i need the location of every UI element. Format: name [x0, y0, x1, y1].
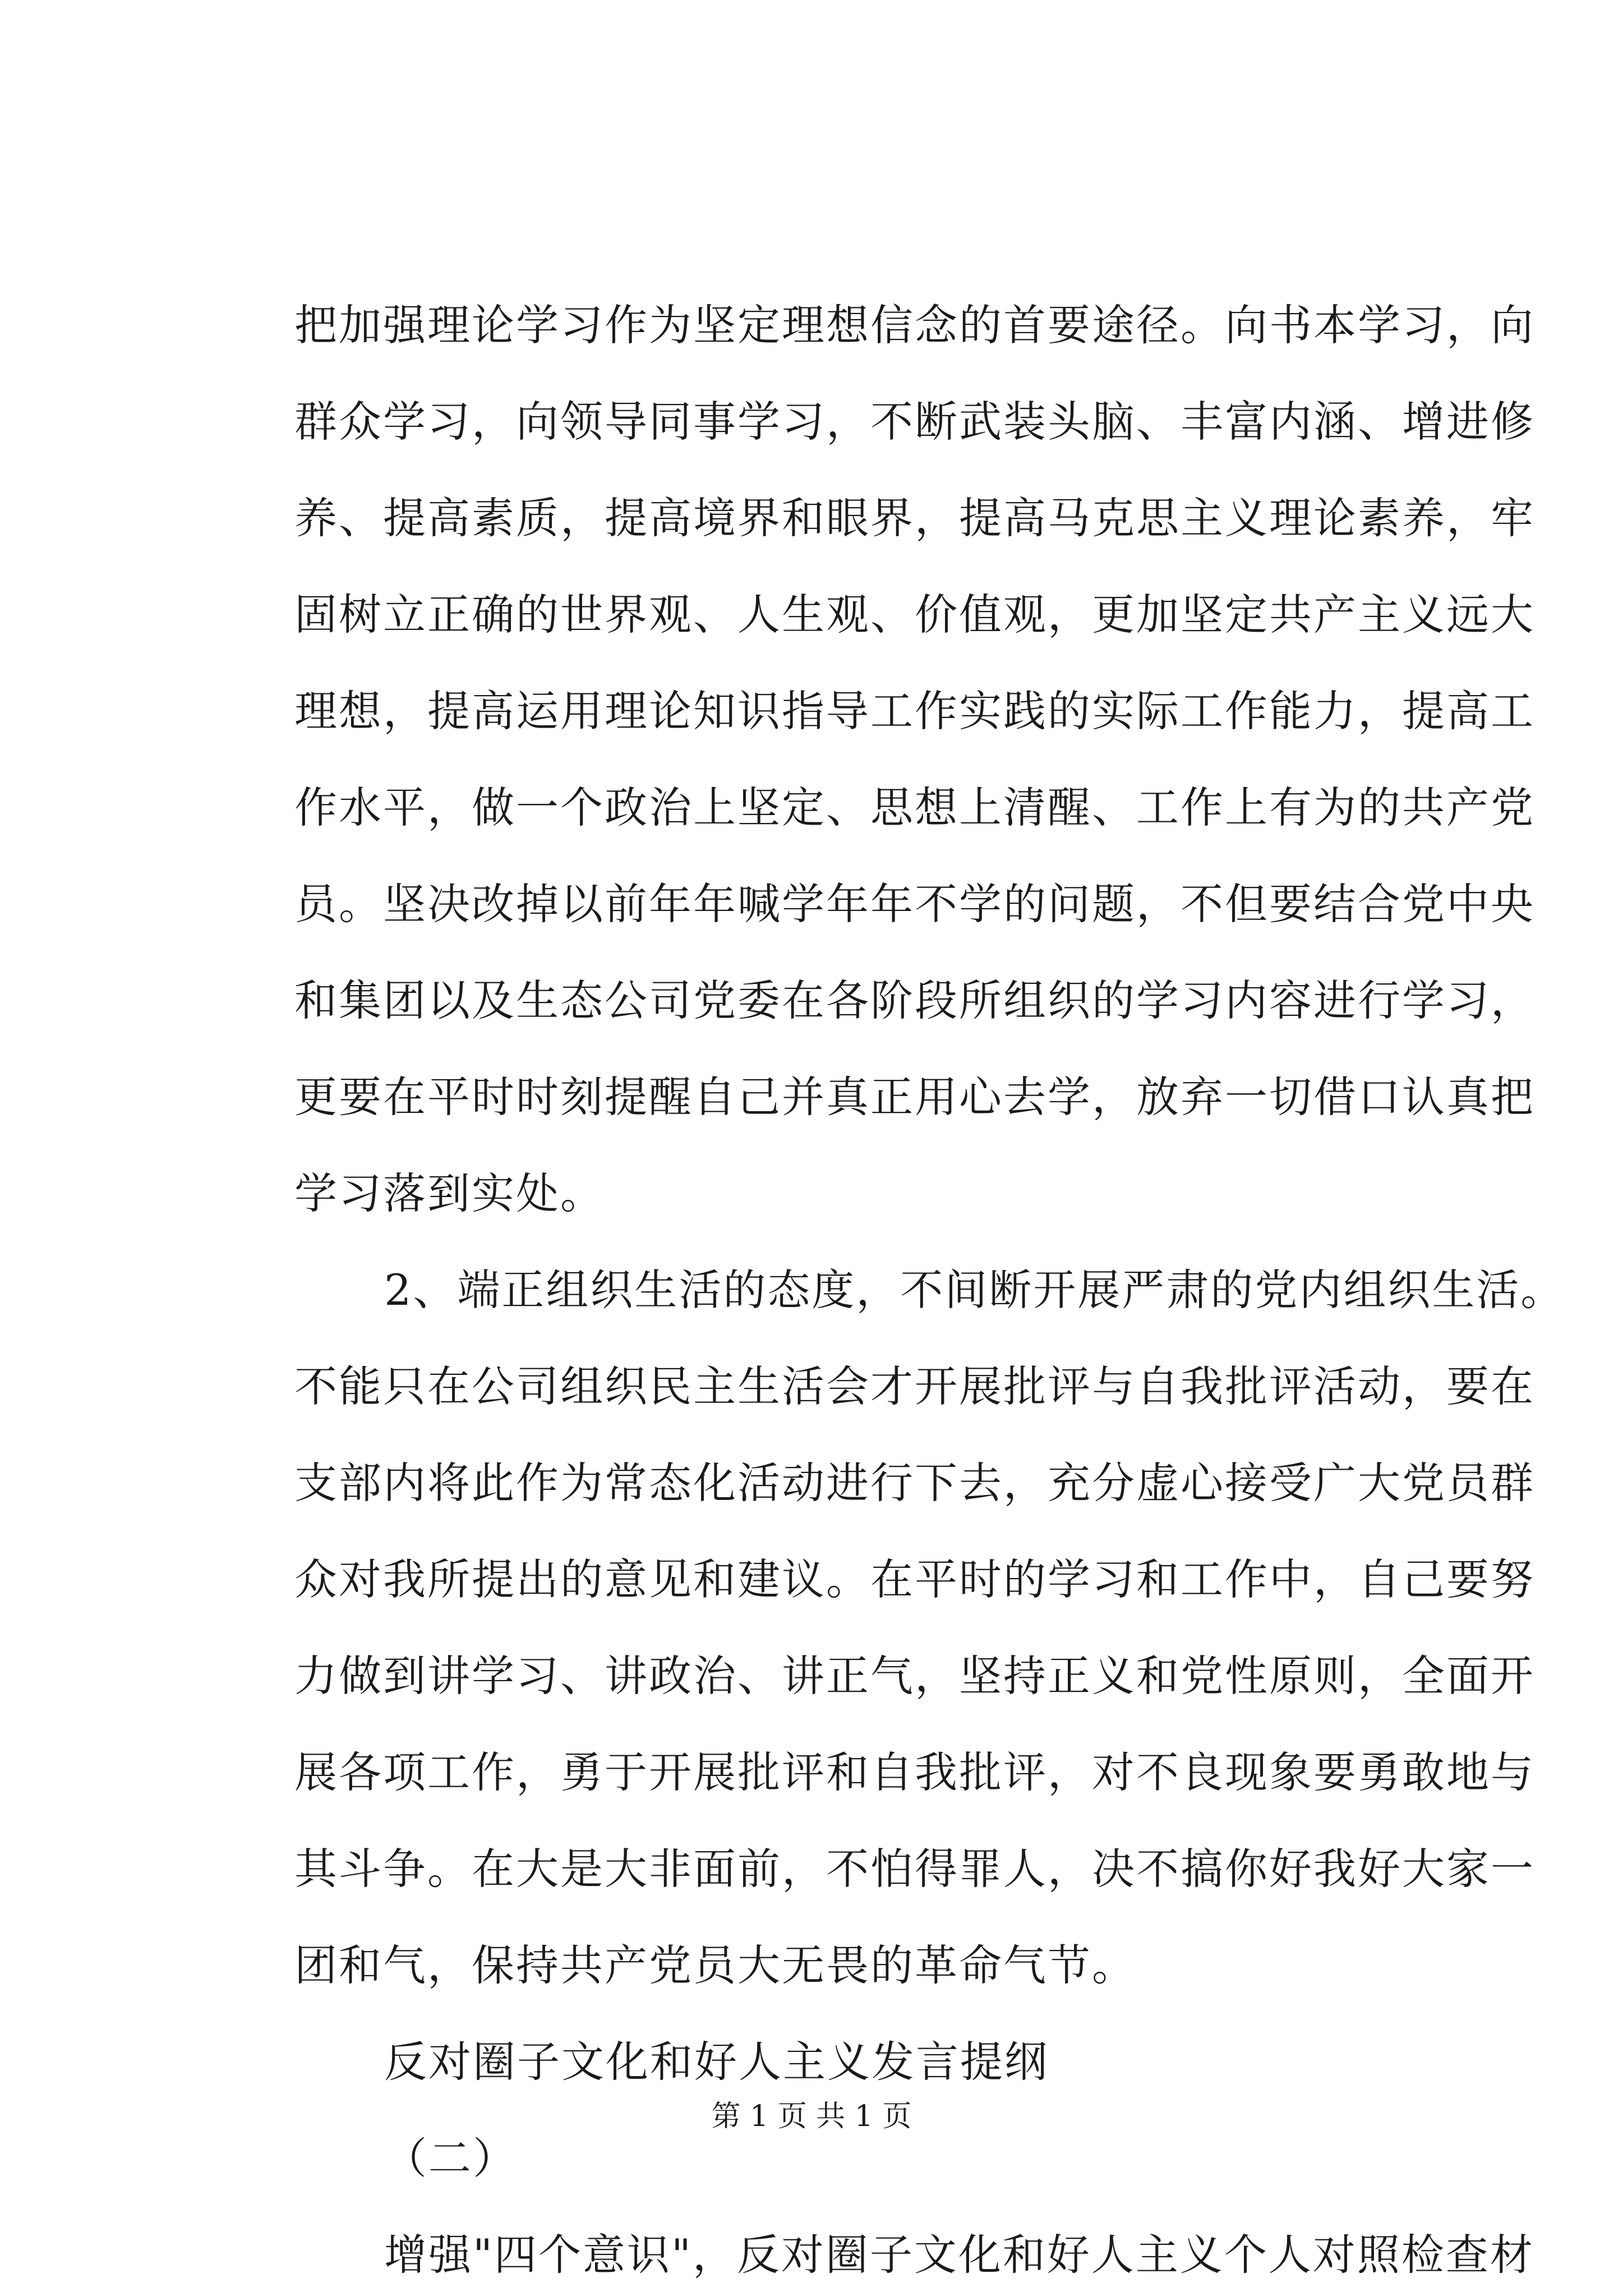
- section-number: （二）: [384, 2133, 517, 2183]
- paragraph-line: 众对我所提出的意见和建议。在平时的学习和工作中，自己要努: [294, 1554, 1535, 1604]
- paragraph-line: 团和气，保持共产党员大无畏的革命气节。: [294, 1940, 1136, 1990]
- section-heading: 反对圈子文化和好人主义发言提纲: [384, 2037, 1049, 2087]
- paragraph-line: 理想，提高运用理论知识指导工作实践的实际工作能力，提高工: [294, 686, 1535, 736]
- paragraph-line: 展各项工作，勇于开展批评和自我批评，对不良现象要勇敢地与: [294, 1747, 1535, 1797]
- paragraph-line: 学习落到实处。: [294, 1168, 605, 1218]
- paragraph-line: 作水平，做一个政治上坚定、思想上清醒、工作上有为的共产党: [294, 783, 1535, 832]
- paragraph-line: 员。坚决改掉以前年年喊学年年不学的问题，不但要结合党中央: [294, 879, 1535, 929]
- paragraph-line: 和集团以及生态公司党委在各阶段所组织的学习内容进行学习，: [294, 976, 1535, 1025]
- paragraph-line: 力做到讲学习、讲政治、讲正气，坚持正义和党性原则，全面开: [294, 1651, 1535, 1701]
- page-footer: 第 1 页 共 1 页: [711, 2100, 912, 2133]
- paragraph-line: 增强"四个意识"，反对圈子文化和好人主义个人对照检查材: [384, 2230, 1534, 2280]
- paragraph-line: 不能只在公司组织民主生活会才开展批评与自我批评活动，要在: [294, 1361, 1535, 1411]
- paragraph-line: 把加强理论学习作为坚定理想信念的首要途径。向书本学习，向: [294, 300, 1535, 350]
- paragraph-line: 群众学习，向领导同事学习，不断武装头脑、丰富内涵、增进修: [294, 397, 1535, 447]
- paragraph-line: 更要在平时时刻提醒自己并真正用心去学，放弃一切借口认真把: [294, 1072, 1535, 1122]
- paragraph-line: 养、提高素质，提高境界和眼界，提高马克思主义理论素养，牢: [294, 493, 1535, 543]
- paragraph-line: 固树立正确的世界观、人生观、价值观，更加坚定共产主义远大: [294, 590, 1535, 639]
- paragraph-line: 其斗争。在大是大非面前，不怕得罪人，决不搞你好我好大家一: [294, 1844, 1535, 1894]
- paragraph-line: 支部内将此作为常态化活动进行下去，充分虚心接受广大党员群: [294, 1458, 1535, 1508]
- paragraph-line: 2、端正组织生活的态度，不间断开展严肃的党内组织生活。: [384, 1265, 1565, 1315]
